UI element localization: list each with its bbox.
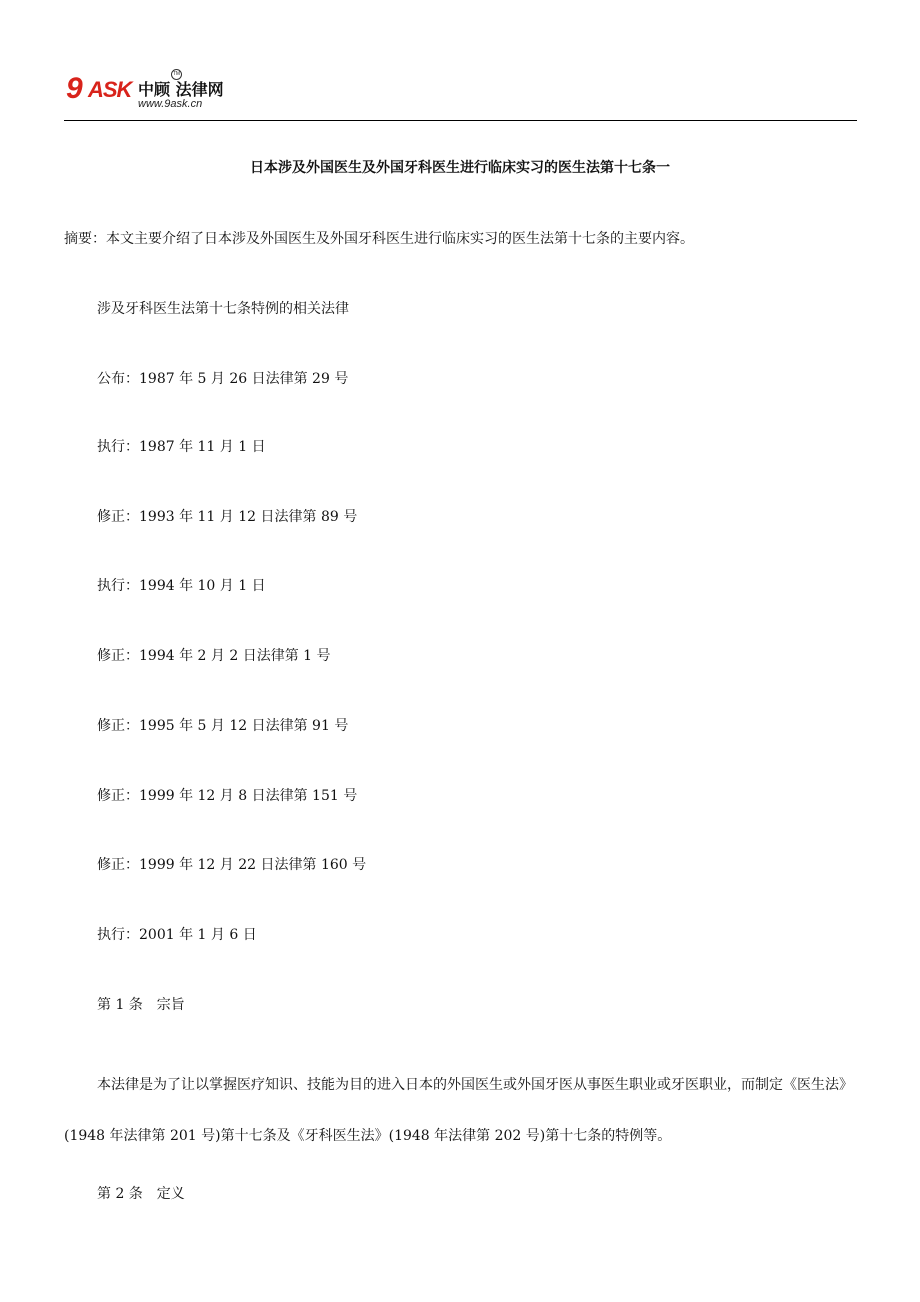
amendment-line: 修正：1999 年 12 月 22 日法律第 160 号	[97, 857, 367, 873]
abstract: 摘要：本文主要介绍了日本涉及外国医生及外国牙科医生进行临床实习的医生法第十七条的主要内容。	[64, 231, 694, 247]
enforcement-line: 执行：1987 年 11 月 1 日	[97, 439, 266, 455]
site-logo[interactable]	[64, 68, 304, 114]
logo-nine-mark: 9	[66, 72, 82, 105]
page-header	[64, 68, 857, 122]
amendment-line: 修正：1993 年 11 月 12 日法律第 89 号	[97, 509, 358, 525]
amendment-line: 修正：1994 年 2 月 2 日法律第 1 号	[97, 648, 331, 664]
trademark-icon: TM	[171, 69, 182, 80]
logo-ask-mark: ASK	[88, 77, 132, 102]
document-title: 日本涉及外国医生及外国牙科医生进行临床实习的医生法第十七条一	[250, 160, 670, 176]
article-2-heading: 第 2 条 定义	[97, 1186, 185, 1202]
enforcement-line: 执行：1994 年 10 月 1 日	[97, 578, 266, 594]
promulgation-line: 公布：1987 年 5 月 26 日法律第 29 号	[97, 371, 349, 387]
article-1-text: 本法律是为了让以掌握医疗知识、技能为目的进入日本的外国医生或外国牙医从事医生职业或牙医职业，而制定《医生法》(1948 年法律第 201 号)第十七条及《牙科医生法》(1948 年法律第 202 号)第十七条的特例等。	[64, 1077, 853, 1144]
article-1-heading: 第 1 条 宗旨	[97, 997, 185, 1013]
amendment-line: 修正：1999 年 12 月 8 日法律第 151 号	[97, 788, 358, 804]
amendment-line: 修正：1995 年 5 月 12 日法律第 91 号	[97, 718, 349, 734]
logo-url: www.9ask.cn	[138, 98, 203, 110]
law-name-line: 涉及牙科医生法第十七条特例的相关法律	[97, 301, 349, 317]
enforcement-line: 执行：2001 年 1 月 6 日	[97, 927, 257, 943]
header-divider	[64, 120, 857, 121]
article-1-paragraph	[64, 1060, 858, 1162]
logo-chinese-name: 中顾 法律网	[138, 80, 224, 99]
